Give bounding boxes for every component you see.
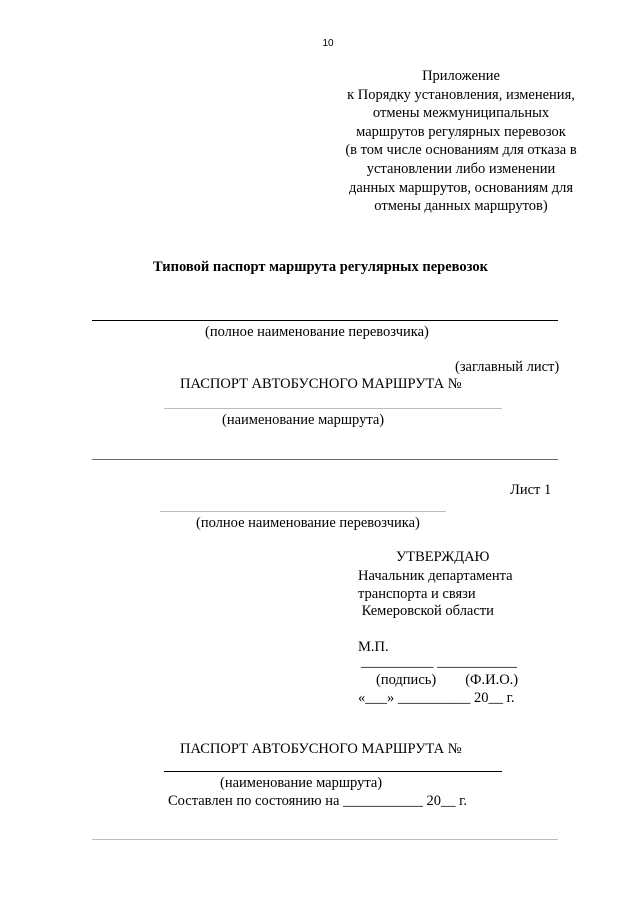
passport-heading: ПАСПОРТ АВТОБУСНОГО МАРШРУТА №	[180, 741, 462, 757]
annex-line: к Порядку установления, изменения,	[347, 86, 575, 103]
annex-line: маршрутов регулярных перевозок	[356, 123, 566, 140]
compiled-date-line: Составлен по состоянию на ___________ 20__ г.	[168, 793, 468, 809]
annex-line: установлении либо изменении	[366, 160, 556, 177]
annex-line: отмены данных маршрутов)	[374, 198, 548, 215]
route-caption: (наименование маршрута)	[220, 775, 383, 791]
approver-position-line: транспорта и связи	[358, 586, 476, 602]
annex-line: Приложение	[422, 68, 500, 84]
page-number: 10	[322, 38, 334, 49]
approver-position-line: Начальник департамента	[358, 568, 513, 584]
annex-reference	[330, 67, 592, 216]
carrier-name-line	[92, 320, 558, 321]
signature-caption: (подпись) (Ф.И.О.)	[376, 672, 519, 688]
approve-heading: УТВЕРЖДАЮ	[396, 549, 490, 565]
route-name-line	[164, 408, 502, 409]
annex-line: отмены межмуниципальных	[372, 105, 550, 122]
carrier-name-line	[160, 511, 446, 512]
carrier-caption: (полное наименование перевозчика)	[205, 324, 429, 340]
sheet-label: Лист 1	[510, 482, 552, 498]
annex-line: (в том числе основаниям для отказа в	[345, 142, 577, 159]
route-name-line	[164, 771, 502, 772]
document-title: Типовой паспорт маршрута регулярных перевозок	[153, 259, 488, 275]
passport-heading: ПАСПОРТ АВТОБУСНОГО МАРШРУТА №	[180, 376, 462, 392]
carrier-caption: (полное наименование перевозчика)	[196, 515, 420, 531]
section-divider	[92, 459, 558, 460]
approval-date-line: «___» __________ 20__ г.	[358, 690, 515, 706]
approver-position-line: Кемеровской области	[358, 603, 494, 619]
route-caption: (наименование маршрута)	[222, 412, 385, 428]
title-sheet-label: (заглавный лист)	[455, 359, 560, 375]
signature-line: __________ ___________	[361, 654, 517, 670]
seal-mark: М.П.	[358, 639, 389, 655]
annex-line: данных маршрутов, основаниям для	[348, 179, 574, 196]
section-divider	[92, 839, 558, 840]
